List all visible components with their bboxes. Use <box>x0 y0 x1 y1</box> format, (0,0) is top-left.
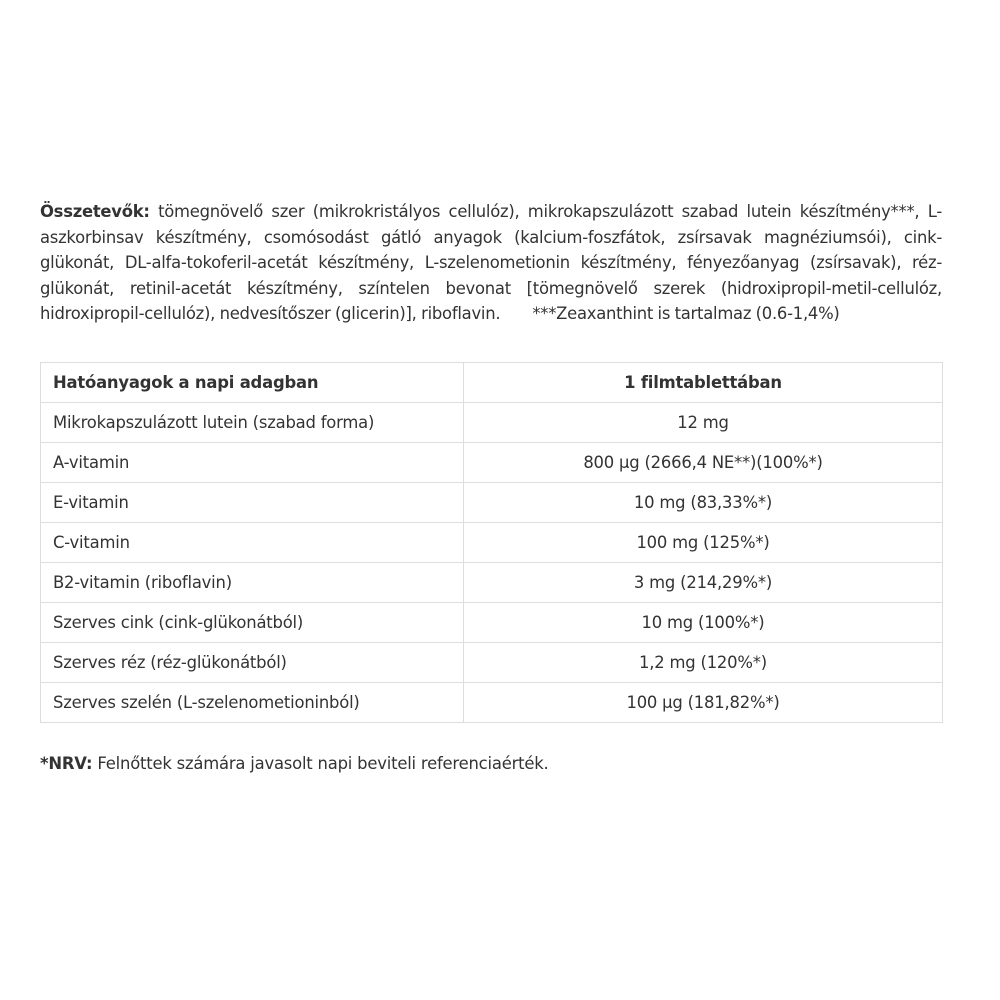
nutrient-name: A-vitamin <box>41 443 464 483</box>
header-active-ingredients: Hatóanyagok a napi adagban <box>41 363 464 403</box>
zeaxanthin-note: ***Zeaxanthint is tartalmaz (0.6-1,4%) <box>532 304 840 323</box>
table-row <box>41 643 943 683</box>
nrv-text: Felnőttek számára javasolt napi beviteli referenciaérték. <box>92 754 549 773</box>
ingredients-label: Összetevők: <box>40 202 150 221</box>
nutrient-value: 800 µg (2666,4 NE**)(100%*) <box>464 443 943 483</box>
nutrient-name: C-vitamin <box>41 523 464 563</box>
nutrient-table <box>40 362 943 723</box>
nutrient-name: Szerves réz (réz-glükonátból) <box>41 643 464 683</box>
nutrient-name: E-vitamin <box>41 483 464 523</box>
nrv-label: *NRV: <box>40 754 93 773</box>
nutrient-value: 10 mg (100%*) <box>464 603 943 643</box>
nutrient-name: Szerves cink (cink-glükonátból) <box>41 603 464 643</box>
nutrient-name: Mikrokapszulázott lutein (szabad forma) <box>41 403 464 443</box>
nutrient-name: B2-vitamin (riboflavin) <box>41 563 464 603</box>
nutrient-value: 100 µg (181,82%*) <box>464 683 943 723</box>
nutrient-name: Szerves szelén (L-szelenometioninból) <box>41 683 464 723</box>
header-per-tablet: 1 filmtablettában <box>464 363 943 403</box>
ingredients-paragraph <box>40 199 942 327</box>
table-row <box>41 563 943 603</box>
nutrient-value: 1,2 mg (120%*) <box>464 643 943 683</box>
table-row <box>41 683 943 723</box>
nutrient-value: 10 mg (83,33%*) <box>464 483 943 523</box>
nrv-footnote <box>40 751 549 776</box>
table-row <box>41 483 943 523</box>
table-row <box>41 443 943 483</box>
table-row <box>41 403 943 443</box>
nutrient-value: 3 mg (214,29%*) <box>464 563 943 603</box>
table-row <box>41 523 943 563</box>
table-header-row <box>41 363 943 403</box>
table-row <box>41 603 943 643</box>
nutrient-value: 12 mg <box>464 403 943 443</box>
ingredients-text: tömegnövelő szer (mikrokristályos cellulóz), mikrokapszulázott szabad lutein készítmény***, L-aszkorbinsav készítmény, csomósodást gátló anyagok (kalcium-foszfátok, zsírsavak magnéziumsói), cink-glükonát, DL-alfa-tokoferil-acetát készítmény, L-szelenometionin készítmény, fényezőanyag (zsírsavak), réz-glükonát, retinil-acetát készítmény, színtelen bevonat [tömegnövelő szerek (hidroxipropil-metil-cellulóz, hidroxipropil-cellulóz), nedvesítőszer (glicerin)], riboflavin. <box>40 202 942 323</box>
nutrient-value: 100 mg (125%*) <box>464 523 943 563</box>
